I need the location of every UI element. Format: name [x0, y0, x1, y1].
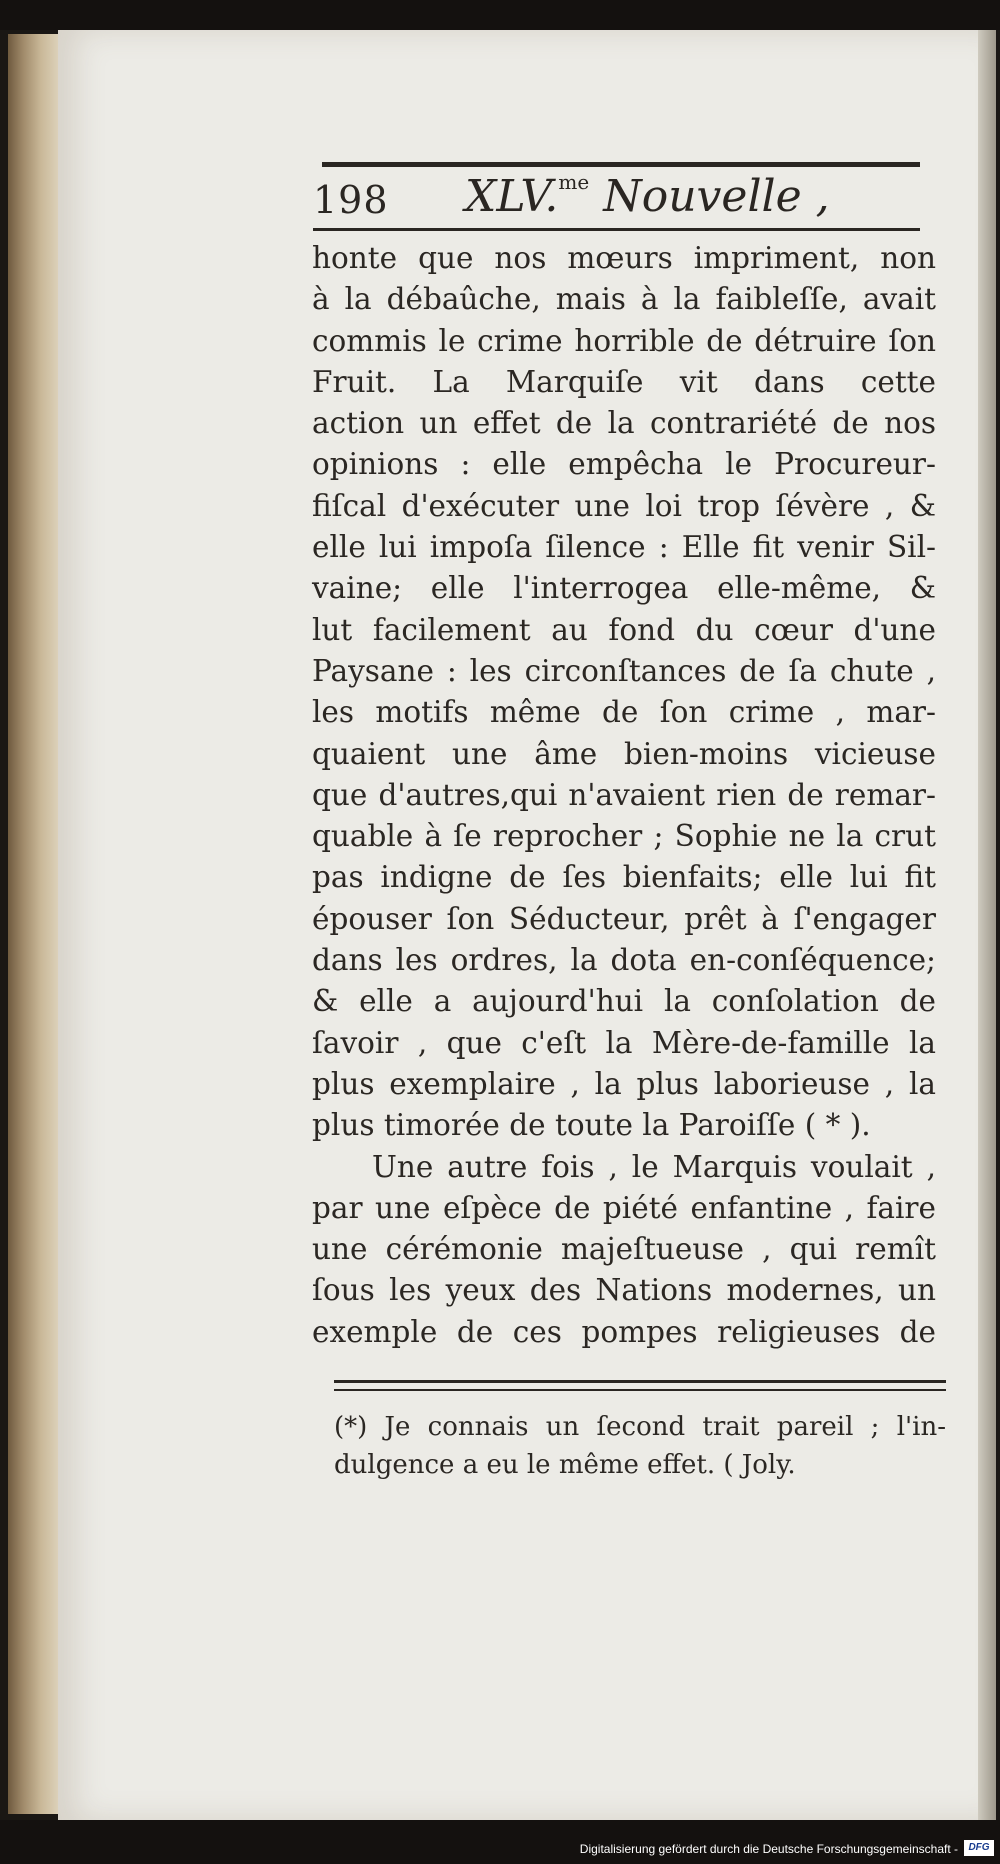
digitization-credit: Digitalisierung gefördert durch die Deutsche Forschungsgemeinschaft - — [579, 1842, 958, 1856]
text-line: quaient une âme bien-moins vicieuse — [312, 736, 936, 771]
text-line: commis le crime horrible de détruire ſon — [312, 323, 936, 358]
text-line: pas indigne de ſes bienfaits; elle lui fit — [312, 860, 936, 895]
text-line: à la débaûche, mais à la faibleſſe, avait — [312, 282, 936, 317]
text-line: elle lui impoſa ſilence : Elle fit venir Sil- — [312, 530, 936, 565]
scan-top-border — [0, 0, 1000, 30]
body-text — [312, 238, 936, 1353]
footnote-rule — [334, 1380, 946, 1391]
running-header — [313, 170, 923, 230]
header-rule-bottom — [313, 228, 920, 231]
text-line: dans les ordres, la dota en-conſéquence; — [312, 943, 936, 978]
running-title — [465, 170, 830, 222]
text-line: action un effet de la contrariété de nos — [312, 406, 936, 441]
text-line: exemple de ces pompes religieuses de — [312, 1314, 936, 1349]
running-title-word: Nouvelle , — [603, 171, 830, 222]
text-line: quable à ſe reprocher ; Sophie ne la crut — [312, 819, 936, 854]
text-line: ſous les yeux des Nations modernes, un — [312, 1273, 936, 1308]
text-line: une cérémonie majeſtueuse , qui remît — [312, 1232, 936, 1267]
header-rule-top — [322, 162, 920, 167]
text-line: par une eſpèce de piété enfantine , faire — [312, 1190, 936, 1225]
text-line: opinions : elle empêcha le Procureur- — [312, 447, 936, 482]
text-line: ſavoir , que c'eſt la Mère-de-famille la — [312, 1025, 936, 1060]
footnote — [334, 1408, 946, 1484]
text-line: lut facilement au fond du cœur d'une — [312, 612, 936, 647]
footnote-line: (*) Je connais un ſecond trait pareil ; l'in- — [334, 1412, 946, 1442]
text-line: vaine; elle l'interrogea elle-même, & — [312, 571, 936, 606]
text-line: & elle a aujourd'hui la conſolation de — [312, 984, 936, 1019]
running-title-superscript: me — [558, 170, 590, 194]
text-line: les motifs même de ſon crime , mar- — [312, 695, 936, 730]
text-line: Paysane : les circonſtances de ſa chute , — [312, 653, 936, 688]
text-line: que d'autres,qui n'avaient rien de remar- — [312, 777, 936, 812]
page-number: 198 — [313, 178, 389, 222]
running-title-roman: XLV. — [465, 171, 559, 222]
footnote-line: dulgence a eu le même effet. ( Joly. — [334, 1450, 796, 1480]
text-line: honte que nos mœurs impriment, non — [312, 241, 936, 275]
paragraph-end-line: plus timorée de toute la Paroiſſe ( * ). — [312, 1108, 871, 1143]
text-line: épouser ſon Séducteur, prêt à ſ'engager — [312, 901, 936, 936]
text-line: Fruit. La Marquiſe vit dans cette — [312, 364, 936, 399]
text-line: fiſcal d'exécuter une loi trop ſévère , & — [312, 488, 936, 523]
dfg-logo: DFG — [964, 1840, 994, 1856]
paragraph-start-line: Une autre fois , le Marquis voulait , — [372, 1149, 936, 1184]
text-line: plus exemplaire , la plus laborieuse , la — [312, 1066, 936, 1101]
book-page-edge-right — [978, 30, 996, 1820]
